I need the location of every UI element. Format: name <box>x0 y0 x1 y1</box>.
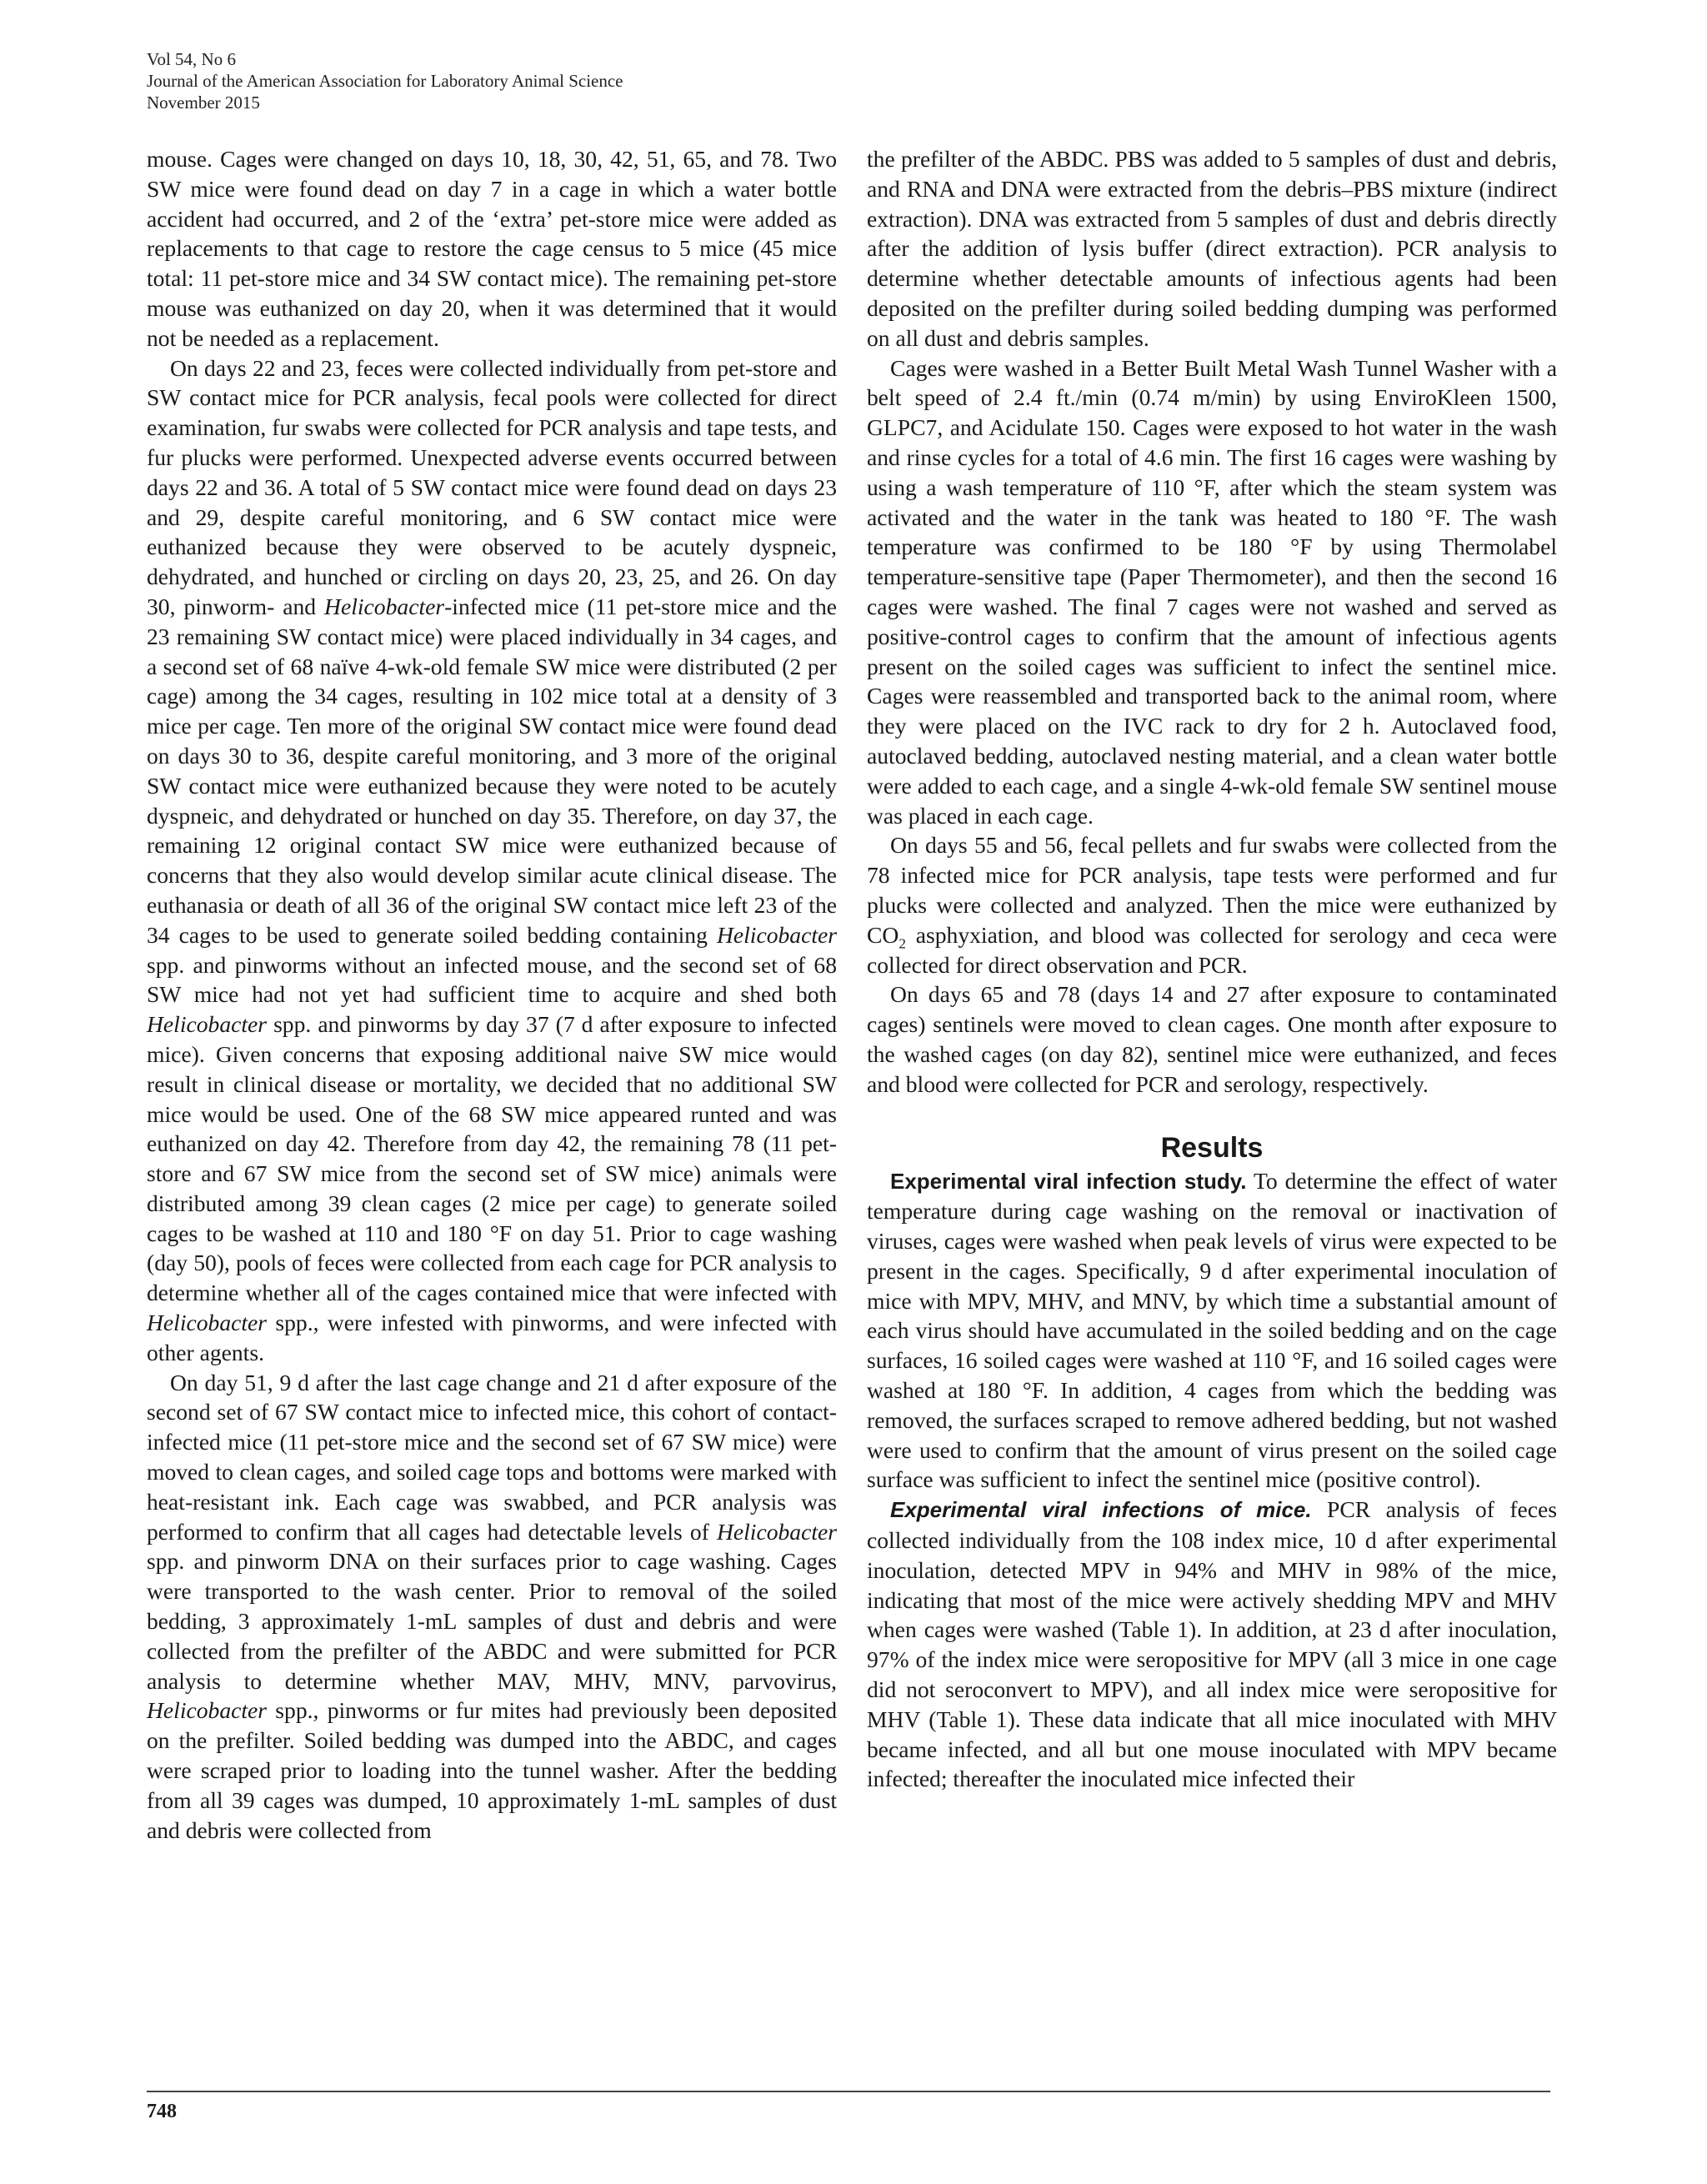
left-column <box>147 144 837 1845</box>
paragraph: mouse. Cages were changed on days 10, 18, 30, 42, 51, 65, and 78. Two SW mice were found dead on day 7 in a cage in which a water bottle accident had occurred, and 2 of the ‘extra’ pet-store mice were added as replacements to that cage to restore the cage census to 5 mice (45 mice total: 11 pet-store mice and 34 SW contact mice). The remaining pet-store mouse was euthanized on day 20, when it was determined that it would not be needed as a replacement. <box>147 146 837 351</box>
paragraph: On days 22 and 23, feces were collected individually from pet-store and SW contact mice for PCR analysis, fecal pools were collected for direct examination, fur swabs were collected for PCR analysis and tape tests, and fur plucks were performed. Unexpected adverse events occurred between days 22 and 36. A total of 5 SW contact mice were found dead on days 23 and 29, despite careful monitoring, and 6 SW contact mice were euthanized because they were observed to be acutely dyspneic, dehydrated, and hunched or circling on days 20, 23, 25, and 26. On day 30, pinworm- and Helicobacter-infected mice (11 pet-store mice and the 23 remaining SW contact mice) were placed individually in 34 cages, and a second set of 68 naïve 4-wk-old female SW mice were distributed (2 per cage) among the 34 cages, resulting in 102 mice total at a density of 3 mice per cage. Ten more of the original SW contact mice were found dead on days 30 to 36, despite careful monitoring, and 3 more of the original SW contact mice were euthanized because they were noted to be acutely dyspneic, and dehydrated or hunched on day 35. Therefore, on day 37, the remaining 12 original contact SW mice were euthanized because of concerns that they also would develop similar acute clinical disease. The euthanasia or death of all 36 of the original SW contact mice left 23 of the 34 cages to be used to generate soiled bedding containing Helicobacter spp. and pinworms without an infected mouse, and the second set of 68 SW mice had not yet had sufficient time to acquire and shed both Helicobacter spp. and pinworms by day 37 (7 d after exposure to infected mice). Given concerns that exposing additional naive SW mice would result in clinical disease or mortality, we decided that no additional SW mice would be used. One of the 68 SW mice appeared runted and was euthanized on day 42. Therefore from day 42, the remaining 78 (11 pet-store and 67 SW mice from the second set of SW mice) animals were distributed among 39 clean cages (2 mice per cage) to generate soiled cages to be washed at 110 and 180 °F on day 51. Prior to cage washing (day 50), pools of feces were collected from each cage for PCR analysis to determine whether all of the cages contained mice that were infected with Helicobacter spp., were infested with pinworms, and were infected with other agents. <box>147 354 837 1365</box>
paragraph: On days 55 and 56, fecal pellets and fur swabs were collected from the 78 infected mice for PCR analysis, tape tests were performed and fur plucks were collected and analyzed. Then the mice were euthanized by $CO_2$ asphyxiation, and blood was collected for serology and ceca were collected for direct observation and PCR. <box>867 832 1557 978</box>
paragraph: On day 51, 9 d after the last cage change and 21 d after exposure of the second set of 67 SW contact mice to infected mice, this cohort of contact-infected mice (11 pet-store mice and the second set of 67 SW mice) were moved to clean cages, and soiled cage tops and bottoms were marked with heat-resistant ink. Each cage was swabbed, and PCR analysis was performed to confirm that all cages had detectable levels of Helicobacter spp. and pinworm DNA on their surfaces prior to cage washing. Cages were transported to the wash center. Prior to removal of the soiled bedding, 3 approximately 1-mL samples of dust and debris and were collected from the prefilter of the ABDC and were submitted for PCR analysis to determine whether MAV, MHV, MNV, parvovirus, Helicobacter spp., pinworms or fur mites had previously been deposited on the prefilter. Soiled bedding was dumped into the ABDC, and cages were scraped prior to loading into the tunnel washer. After the bedding from all 39 cages was dumped, 10 approximately 1-mL samples of dust and debris were collected from <box>147 1369 837 1843</box>
page-number: 748 <box>147 2101 177 2122</box>
running-header <box>147 48 623 113</box>
right-column <box>867 144 1557 1794</box>
volume-info: Vol 54, No 6 <box>147 49 236 69</box>
journal-title: Journal of the American Association for Laboratory Animal Science <box>147 71 623 91</box>
results-heading: Results <box>1160 1131 1264 1164</box>
paragraph: On days 65 and 78 (days 14 and 27 after exposure to contaminated cages) sentinels were moved to clean cages. One month after exposure to the washed cages (on day 82), sentinel mice were euthanized, and feces and blood were collected for PCR and serology, respectively. <box>867 981 1557 1097</box>
footer-rule <box>147 2091 1550 2092</box>
paragraph: Cages were washed in a Better Built Metal Wash Tunnel Washer with a belt speed of 2.4 ft./min (0.74 m/min) by using EnviroKleen 1500, GLPC7, and Acidulate 150. Cages were exposed to hot water in the wash and rinse cycles for a total of 4.6 min. The first 16 cages were washing by using a wash temperature of 110 °F, after which the steam system was activated and the water in the tank was heated to 180 °F. The wash temperature was confirmed to be 180 °F by using Thermolabel temperature-sensitive tape (Paper Thermometer), and then the second 16 cages were washed. The final 7 cages were not washed and served as positive-control cages to confirm that the amount of infectious agents present on the soiled cages was sufficient to infect the sentinel mice. Cages were reassembled and transported back to the animal room, where they were placed on the IVC rack to dry for 2 h. Autoclaved food, autoclaved bedding, autoclaved nesting material, and a clean water bottle were added to each cage, and a single 4-wk-old female SW sentinel mouse was placed in each cage. <box>867 354 1557 829</box>
issue-date: November 2015 <box>147 93 260 113</box>
subsection-heading: Experimental viral infection study. <box>890 1168 1247 1194</box>
paragraph: Experimental viral infections of mice. PCR analysis of feces collected individually from the 108 index mice, 10 d after experimental inoculation, detected MPV in 94% and MHV in 98% of the mice, indicating that most of the mice were actively shedding MPV and MHV when cages were washed (Table 1). In addition, at 23 d after inoculation, 97% of the index mice were seropositive for MPV (all 3 mice in one cage did not seroconvert to MPV), and all index mice were seropositive for MHV (Table 1). These data indicate that all mice inoculated with MHV became infected, and all but one mouse inoculated with MPV became infected; thereafter the inoculated mice infected their <box>867 1496 1557 1792</box>
paragraph: the prefilter of the ABDC. PBS was added to 5 samples of dust and debris, and RNA and DNA were extracted from the debris–PBS mixture (indirect extraction). DNA was extracted from 5 samples of dust and debris directly after the addition of lysis buffer (direct extraction). PCR analysis to determine whether detectable amounts of infectious agents had been deposited on the prefilter during soiled bedding dumping was performed on all dust and debris samples. <box>867 146 1557 351</box>
subsection-heading: Experimental viral infections of mice. <box>890 1497 1312 1523</box>
paragraph: Experimental viral infection study. To determine the effect of water temperature during cage washing on the removal or inactivation of viruses, cages were washed when peak levels of virus were expected to be present in the cages. Specifically, 9 d after experimental inoculation of mice with MPV, MHV, and MNV, by which time a substantial amount of each virus should have accumulated in the soiled bedding and on the cage surfaces, 16 soiled cages were washed at 110 °F, and 16 soiled cages were washed at 180 °F. In addition, 4 cages from which the bedding was removed, the surfaces scraped to remove adhered bedding, but not washed were used to confirm that the amount of virus present on the soiled cage surface was sufficient to infect the sentinel mice (positive control). <box>867 1167 1557 1493</box>
